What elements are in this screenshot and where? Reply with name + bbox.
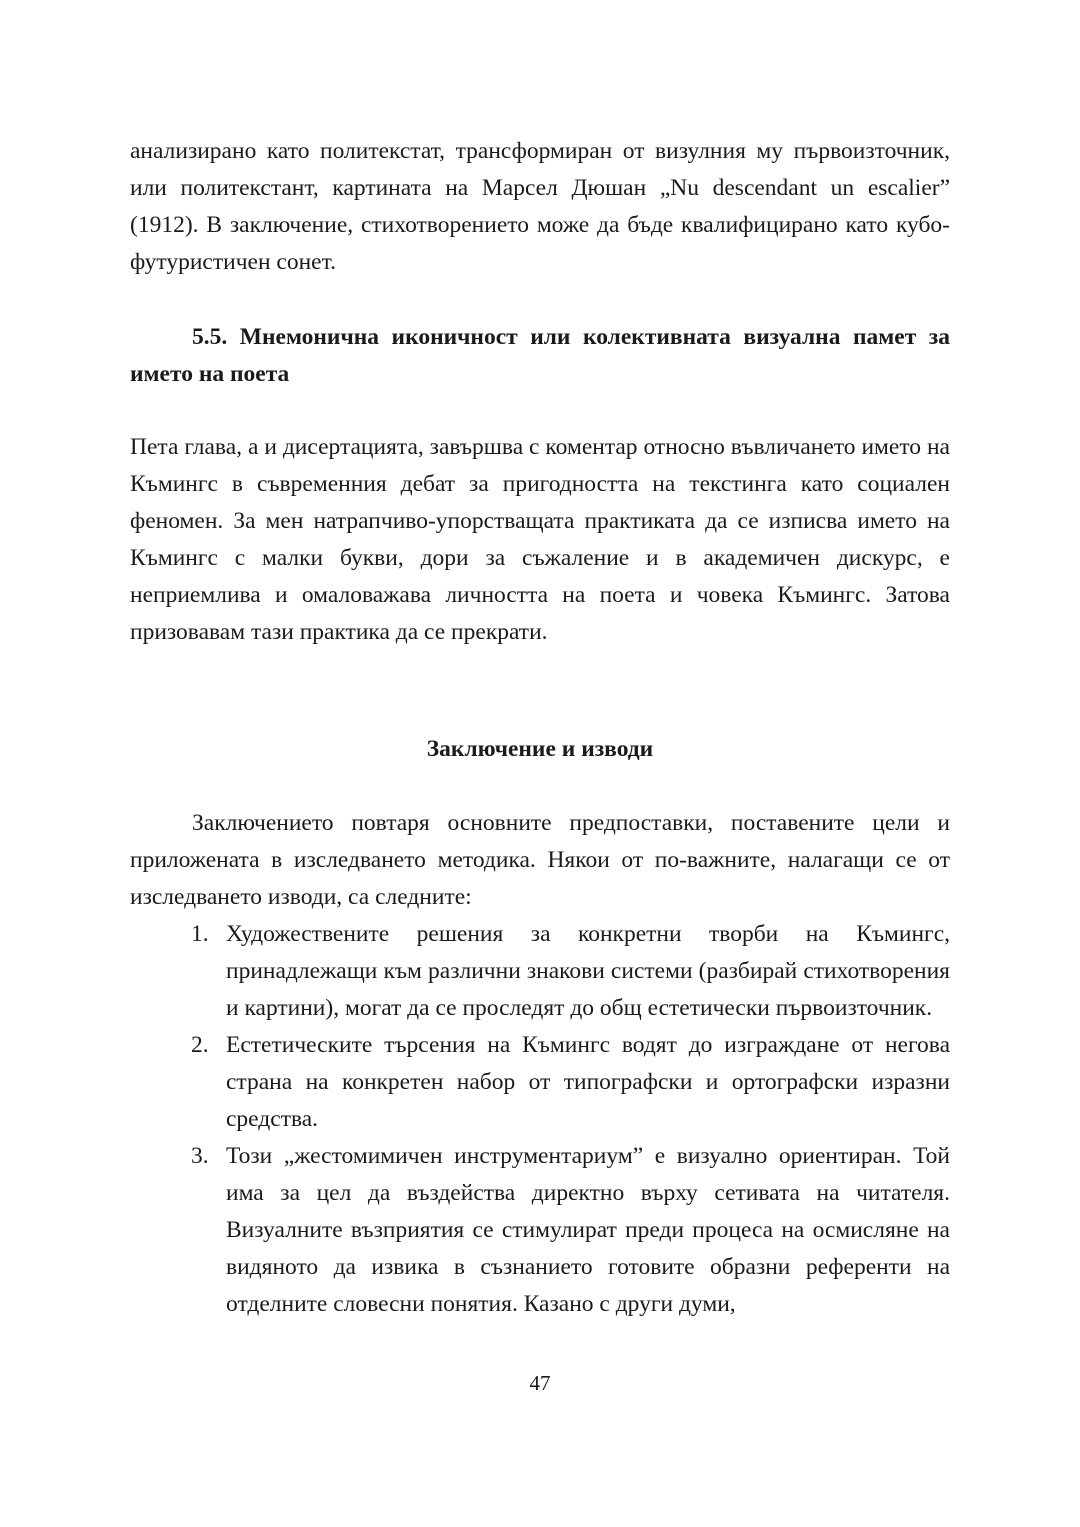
list-item-number: 1.: [191, 921, 209, 947]
list-item: [130, 1138, 950, 1323]
list-item: [130, 1027, 950, 1138]
list-item-text: Художествените решения за конкретни творби на Къмингс, принадлежащи към различни знакови системи (разбирай стихотворения и картини), могат да се проследят до общ естетически първоизточник.: [226, 921, 950, 1021]
conclusion-heading: Заключение и изводи: [426, 736, 654, 762]
list-item-number: 3.: [191, 1143, 209, 1169]
paragraph-top: анализирано като политекстат, трансформиран от визулния му първоизточник, или политекстант, картината на Марсел Дюшан „Nu descendant un escalier” (1912). В заключение, стихотворението може да бъде квалифицирано като кубо-футуристичен сонет.: [130, 138, 950, 275]
list-item: [130, 916, 950, 1027]
list-item-text: Този „жестомимичен инструментариум” е визуално ориентиран. Той има за цел да въздейства директно върху сетивата на читателя. Визуалните възприятия се стимулират преди процеса на осмисляне на видяното да извика в съзнанието готовите образни референти на отделните словесни понятия. Казано с други думи,: [226, 1143, 950, 1317]
section-heading: 5.5. Мнемонична иконичност или колективната визуална памет за името на поета: [130, 324, 950, 387]
list-item-text: Естетическите търсения на Къмингс водят до изграждане от негова страна на конкретен набор от типографски и ортографски изразни средства.: [226, 1032, 950, 1132]
list-item-number: 2.: [191, 1032, 209, 1058]
paragraph-chapter: Пета глава, а и дисертацията, завършва с коментар относно въвличането името на Къмингс в съвременния дебат за пригодността на текстинга като социален феномен. За мен натрапчиво-упорстващата практиката да се изписва името на Къмингс с малки букви, дори за съжаление и в академичен дискурс, е неприемлива и омаловажава личността на поета и човека Къмингс. Затова призовавам тази практика да се прекрати.: [130, 434, 950, 645]
conclusion-list: [130, 916, 950, 1323]
page-number: 47: [529, 1371, 551, 1395]
document-page: [130, 133, 950, 1323]
conclusion-intro: Заключението повтаря основните предпоставки, поставените цели и приложената в изследването методика. Някои от по-важните, налагащи се от изследването изводи, са следните:: [130, 810, 950, 910]
